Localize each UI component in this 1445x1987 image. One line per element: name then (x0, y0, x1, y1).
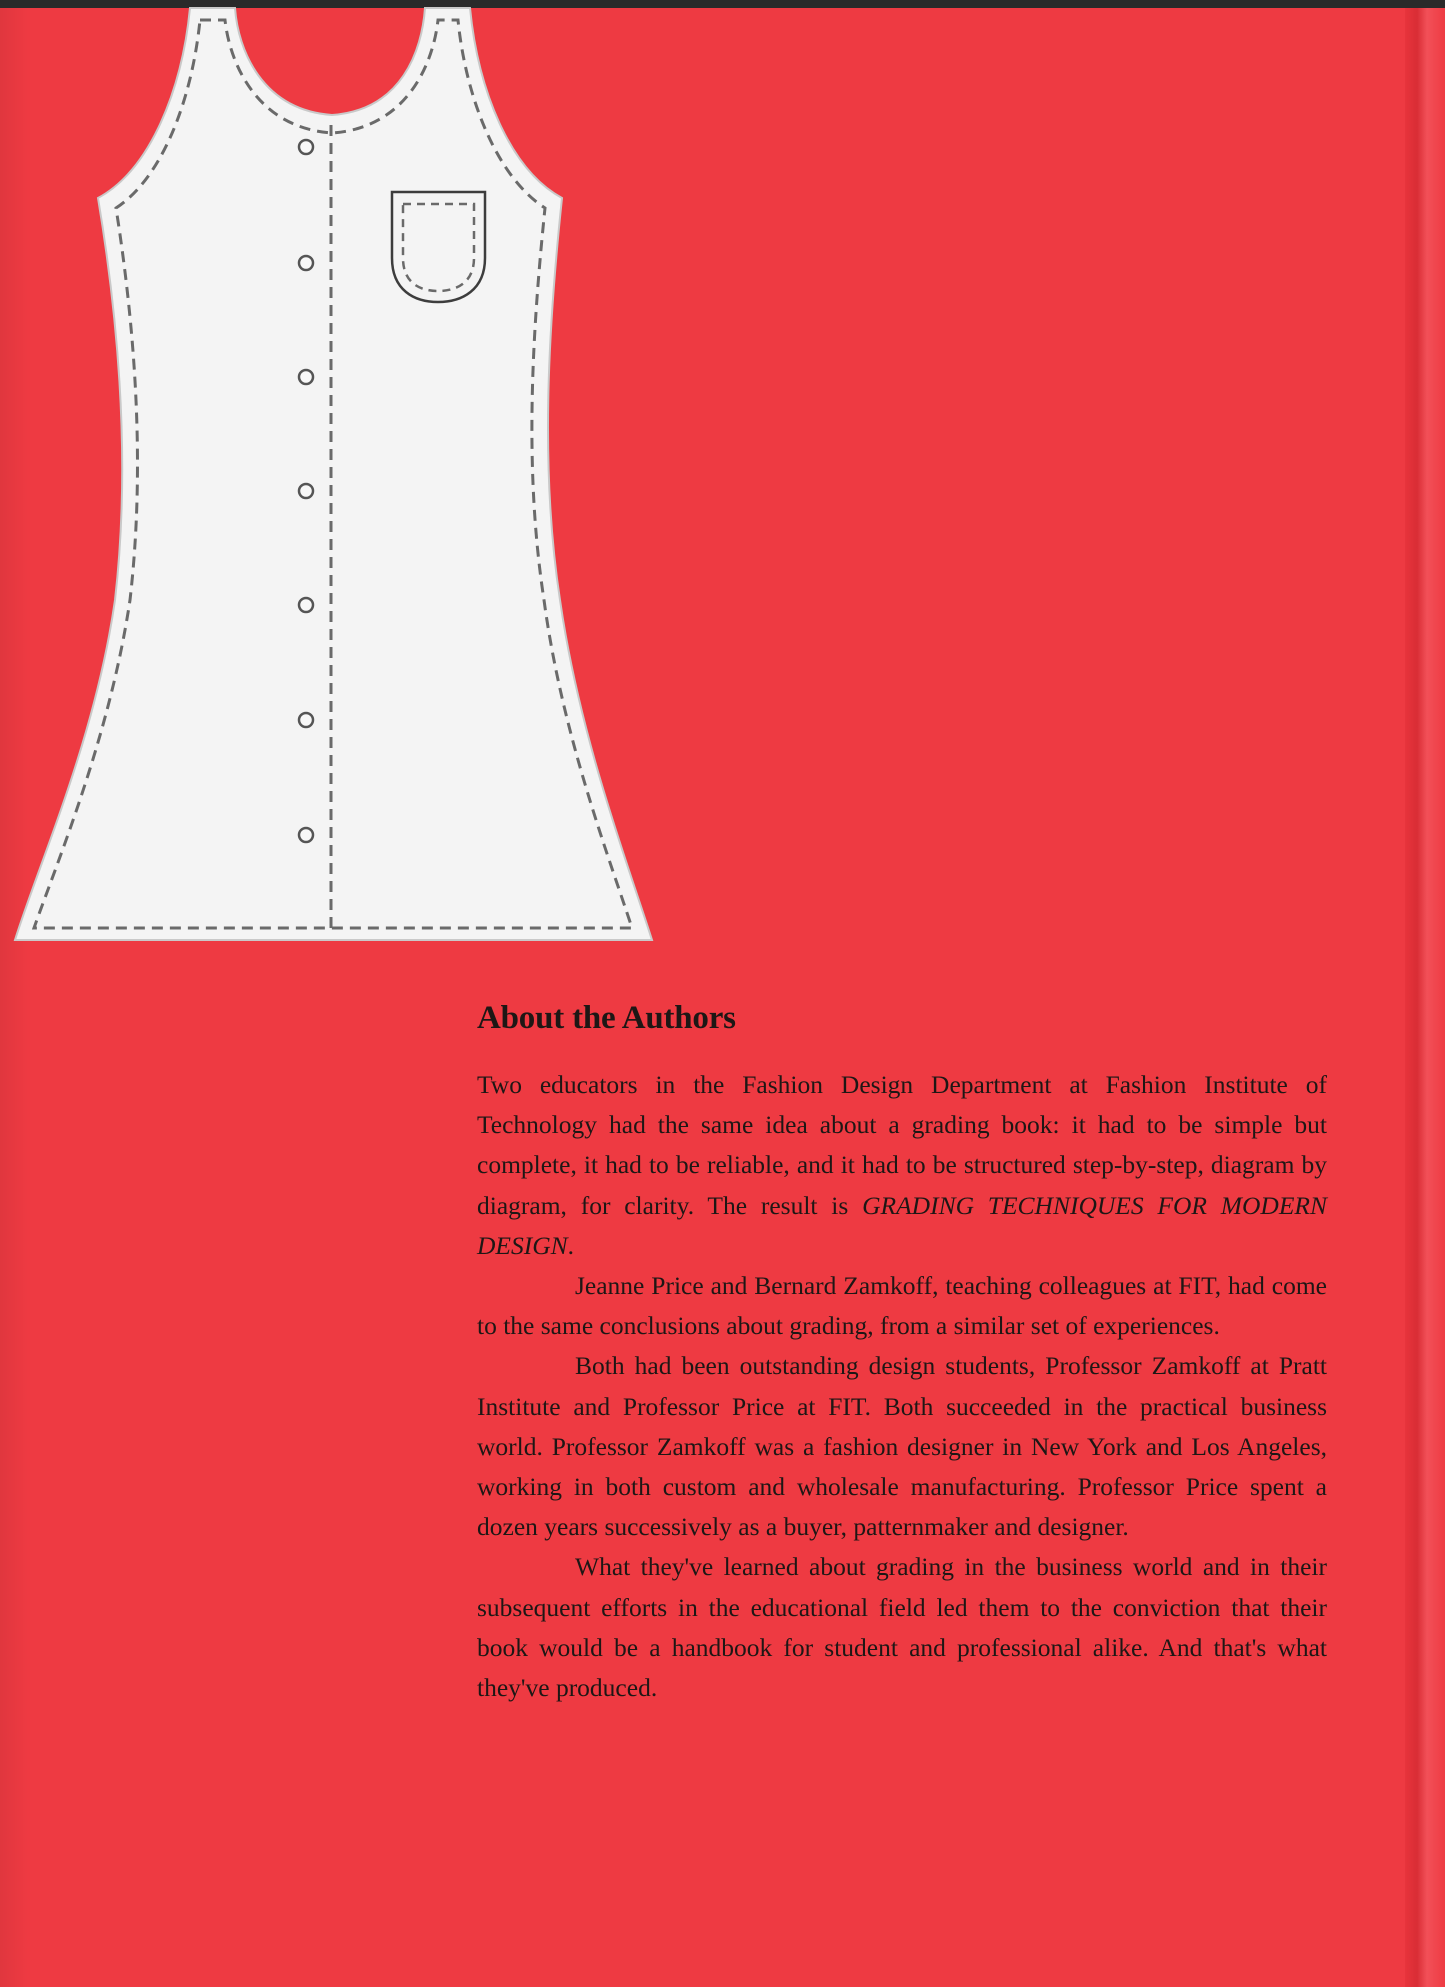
paragraph-colleagues: Jeanne Price and Bernard Zamkoff, teaching colleagues at FIT, had come to the same conclusions about grading, from a similar set of experiences. (477, 1271, 1327, 1341)
button-icon (299, 598, 313, 612)
book-title: GRADING TECHNIQUES FOR MODERN DESIGN (477, 1190, 1327, 1260)
button-icon (299, 484, 313, 498)
dress-pattern-icon (0, 0, 660, 945)
paragraph-intro (477, 1065, 1327, 1266)
intro-tail: . (567, 1230, 575, 1260)
pocket-outline (392, 192, 485, 302)
intro-text: Two educators in the Fashion Design Department at Fashion Institute of Technology had the same idea about a grading book: it had to be simple but complete, it had to be reliable, and it had to be structured step-by-step, diagram by diagram, for clarity. The result is (477, 1070, 1327, 1220)
button-icon (299, 713, 313, 727)
section-heading: About the Authors (477, 1000, 736, 1036)
spine-edge (1405, 0, 1445, 1987)
about-the-authors-section (477, 1000, 1327, 1708)
button-icon (299, 370, 313, 384)
paragraph-background: Both had been outstanding design students, Professor Zamkoff at Pratt Institute and Professor Price at FIT. Both succeeded in the practical business world. Professor Zamkoff was a fashion designer in New York and Los Angeles, working in both custom and wholesale manufacturing. Professor Price spent a dozen years successively as a buyer, patternmaker and designer. (477, 1351, 1327, 1542)
button-icon (299, 256, 313, 270)
button-icon (299, 140, 313, 154)
dress-silhouette (15, 8, 652, 940)
button-icon (299, 828, 313, 842)
paragraph-conclusion: What they've learned about grading in the business world and in their subsequent efforts in the educational field led them to the conviction that their book would be a handbook for student and professional alike. And that's what they've produced. (477, 1552, 1327, 1703)
